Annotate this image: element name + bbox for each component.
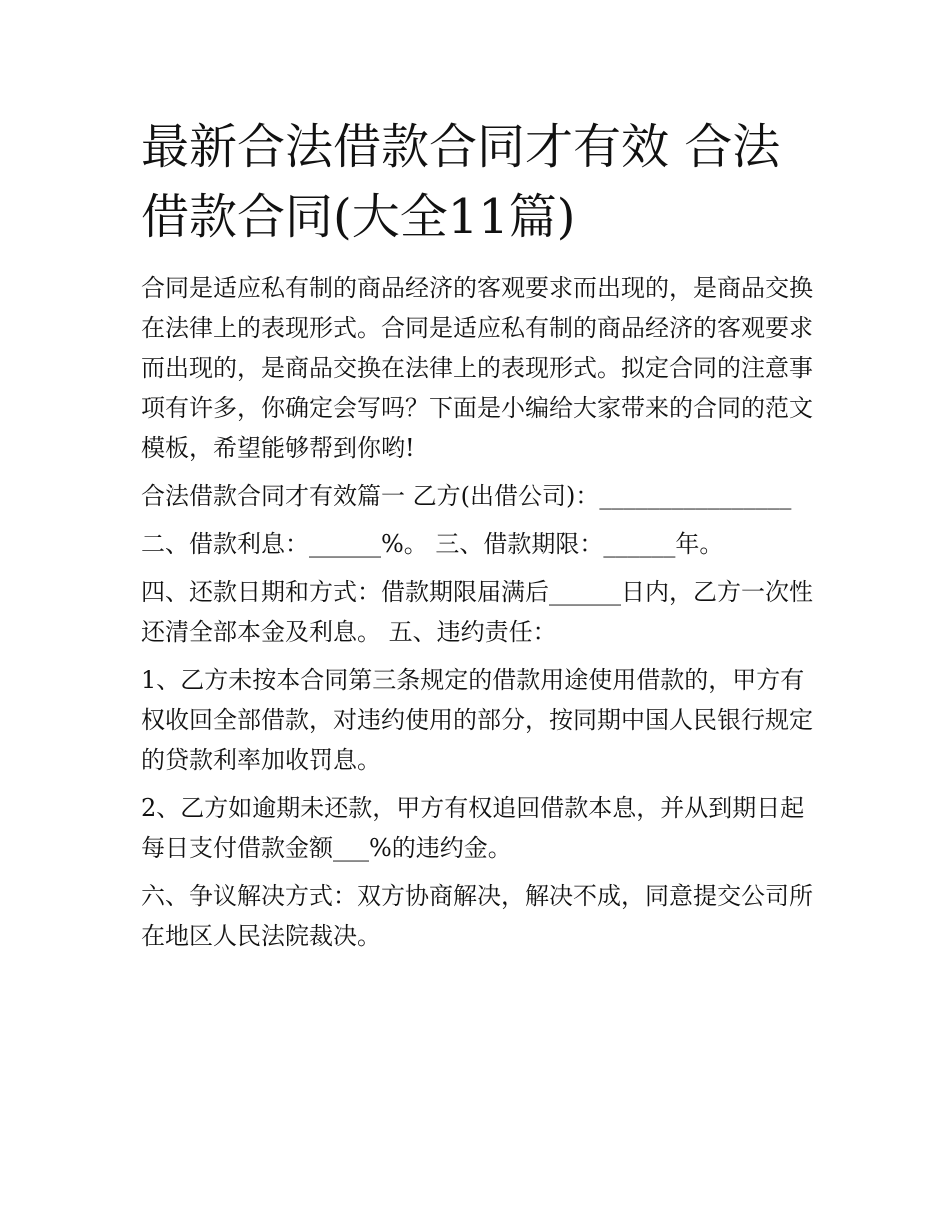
paragraph-interest-term: 二、借款利息：______%。 三、借款期限：______年。	[141, 530, 724, 558]
document-title: 最新合法借款合同才有效 合法借款合同(大全11篇)	[141, 119, 781, 245]
document-body	[141, 268, 813, 956]
paragraph-intro: 合同是适应私有制的商品经济的客观要求而出现的，是商品交换在法律上的表现形式。合同是适应私有制的商品经济的客观要求而出现的，是商品交换在法律上的表现形式。拟定合同的注意事项有许多，你确定会写吗？下面是小编给大家带来的合同的范文模板，希望能够帮到你哟!	[141, 274, 813, 462]
paragraph-breach-1: 1、乙方未按本合同第三条规定的借款用途使用借款的，甲方有权收回全部借款，对违约使用的部分，按同期中国人民银行规定的贷款利率加收罚息。	[141, 666, 813, 774]
paragraph-repayment: 四、还款日期和方式：借款期限届满后______日内，乙方一次性还清全部本金及利息。 五、违约责任：	[141, 578, 813, 646]
paragraph-party-b: 合法借款合同才有效篇一 乙方(出借公司)：________________	[141, 482, 792, 510]
document-page	[141, 112, 813, 964]
paragraph-dispute: 六、争议解决方式：双方协商解决，解决不成，同意提交公司所在地区人民法院裁决。	[141, 882, 813, 950]
paragraph-breach-2: 2、乙方如逾期未还款，甲方有权追回借款本息，并从到期日起每日支付借款金额___%的违约金。	[141, 794, 805, 862]
